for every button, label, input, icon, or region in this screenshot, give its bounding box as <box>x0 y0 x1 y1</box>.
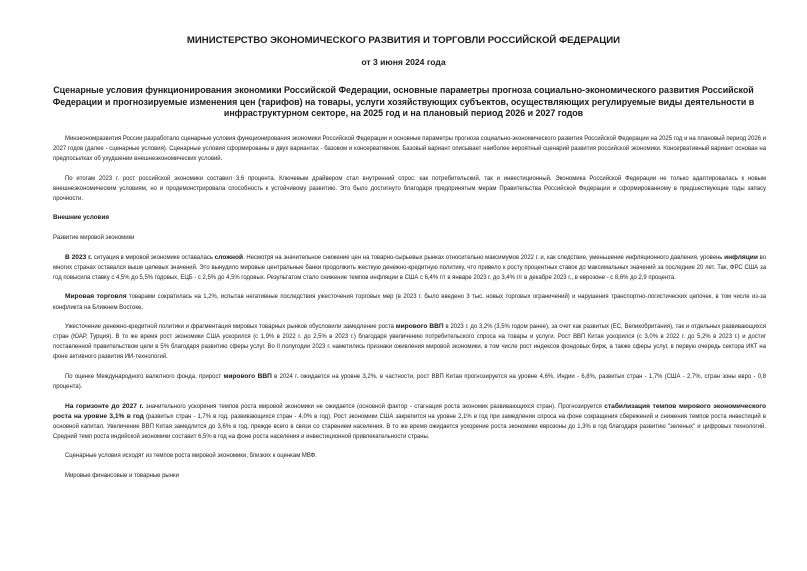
document-title: Сценарные условия функционирования экономики Российской Федерации, основные параметры прогноза социально-экономического развития Российской Федерации и прогнозируемые изменения цен (тарифов) на товары, услуги хозяйствующих субъектов, осуществляющих регулируемые виды деятельности в инфраструктурном секторе, на 2025 год и на плановый период 2026 и 2027 годов <box>52 85 755 119</box>
text-run: во многих странах оставался выше целевых значений. Это вынудило мировые центральные банки продолжить жесткую денежно-кредитную политику, что привело к росту процентных ставок до максимальных значений за последние 20 лет. Так, ФРС США за год повысила ставку с 4,5% до 5,5% годовых, ЕЦБ - с 2,5% до 4,5% годовых. Результатом стало снижение темпов инфляции в США с 6,4% г/г в январе 2023 г. до 3,4% г/г в декабре 2023 г., в еврозоне - с 8,6% до 2,9 процента. <box>53 254 766 281</box>
text-run: в 2024 г. ожидается на уровне 3,2%, в частности, рост ВВП Китая прогнозируется на уровне 4,6%, Индии - 6,8%, развитых стран - 1,7% (США - 2,7%, стран зоны евро - 0,8 процента). <box>53 373 767 390</box>
text-run: Ужесточение денежно-кредитной политики и фрагментация мировых товарных рынков обусловили замедление роста <box>65 324 396 331</box>
document-body <box>53 134 766 491</box>
paragraph-intro: Минэкономразвития России разработало сценарные условия функционирования экономики Российской Федерации и основные параметры прогноза социально-экономического развития Российской Федерации на 2025 год и на плановый период 2026 и 2027 годов (далее - сценарные условия). Сценарные условия сформированы в двух вариантах - базовом и консервативном. Базовый вариант описывает наиболее вероятный сценарий развития российской экономики. Консервативный вариант основан на предпосылках об ухудшении внешнеэкономических условий. <box>53 136 766 163</box>
document-date: от 3 июня 2024 года <box>361 57 446 67</box>
bold-text: В 2023 г. <box>65 253 93 261</box>
text-run: значительного ускорения темпов роста мировой экономики не ожидается (основной фактор - стагнация роста экономик развивающихся стран). Прогнозируется <box>143 403 605 410</box>
paragraph-horizon-2027 <box>53 402 766 442</box>
text-run: (развитых стран - 1,7% в год, развивающихся стран - 4,0% в год). Рост экономики США закрепится на уровне 2,1% в год при замедлении спроса на фоне сокращения сбережений и снижения темпов роста инвестиций в основной капитал. Увеличение ВВП Китая замедлится до 3,6% в год, прежде всего в связи со старением населения. В то же время ожидается ускорение роста экономики еврозоны до 1,3% в год благодаря развитию "зеленых" и цифровых технологий. Средний темп роста индийской экономики составит 6,5% в год на фоне роста населения и инвестиционной привлекательности страны. <box>53 413 766 440</box>
text-run: . Несмотря на значительное снижение цен на товарно-сырьевых рынках относительно максимумов 2022 г. и, как следствие, уменьшение инфляционного давления, уровень <box>243 254 725 261</box>
text-run: товарами сократилась на 1,2%, испытав негативные последствия ужесточения торговых мер (в 2023 г. было введено 3 тыс. новых торговых ограничений) и нарушения транспортно-логистических цепочек, в том числе из-за конфликта на Ближнем Востоке. <box>53 294 766 311</box>
section-heading-external: Внешние условия <box>53 214 110 222</box>
paragraph-imf-forecast <box>53 372 766 392</box>
subheading-financial-markets: Мировые финансовые и товарные рынки <box>65 473 179 480</box>
bold-text: На горизонте до 2027 г. <box>65 402 144 410</box>
paragraph-growth-2023: По итогам 2023 г. рост российской экономики составил 3,6 процента. Ключевым драйвером стал внутренний спрос: как потребительский, так и инвестиционный. Экономика Российской Федерации не только адаптировалась к новым внешнеэкономическим условиям, но и продемонстрировала способность к устойчивому развитию. Это было достигнуто благодаря предпринятым мерам Правительства Российской Федерации и сформированному в предшествующие годы запасу прочности. <box>53 175 766 202</box>
paragraph-world-trade <box>53 292 766 312</box>
bold-text: стабилизация темпов мирового экономического роста на уровне 3,1% в год <box>53 402 766 420</box>
text-run: По оценке Международного валютного фонда, прирост <box>65 373 224 380</box>
bold-text: Мировая торговля <box>65 293 127 301</box>
bold-text: мирового ВВП <box>395 323 444 331</box>
text-run: в 2023 г. до 3,2% (3,5% годом ранее), за счет как развитых (ЕС, Великобритания), так и отдельных развивающихся стран (ЮАР, Турция). В то же время рост экономики США ускорился (с 1,9% в 2022 г. до 2,5% в 2023 г.) благодаря увеличению потребительского спроса на товары и услуги. Рост ВВП Китая ускорился (с 3,0% в 2022 г. до 5,2% в 2023 г.) и достиг поставленной правительством цели в 5% благодаря развитию сферы услуг. Во II полугодии 2023 г. наметились признаки оживления мировой экономики, в том числе рост индексов фондовых бирж, а также сферы услуг, в первую очередь сектора ИКТ на фоне активного развития ИИ-технологий. <box>53 324 767 361</box>
bold-text: мирового ВВП <box>223 372 272 380</box>
bold-text: инфляции <box>724 253 758 261</box>
paragraph-world-gdp-2023 <box>53 322 766 362</box>
paragraph-world-2023 <box>53 253 766 283</box>
bold-text: сложной <box>214 253 244 261</box>
ministry-heading: МИНИСТЕРСТВО ЭКОНОМИЧЕСКОГО РАЗВИТИЯ И ТОРГОВЛИ РОССИЙСКОЙ ФЕДЕРАЦИИ <box>186 35 621 46</box>
paragraph-imf-basis: Сценарные условия исходят из темпов роста мировой экономики, близких к оценкам МВФ. <box>65 453 317 460</box>
text-run: ситуация в мировой экономике оставалась <box>92 254 215 261</box>
subheading-world-economy: Развитие мировой экономики <box>53 235 135 242</box>
